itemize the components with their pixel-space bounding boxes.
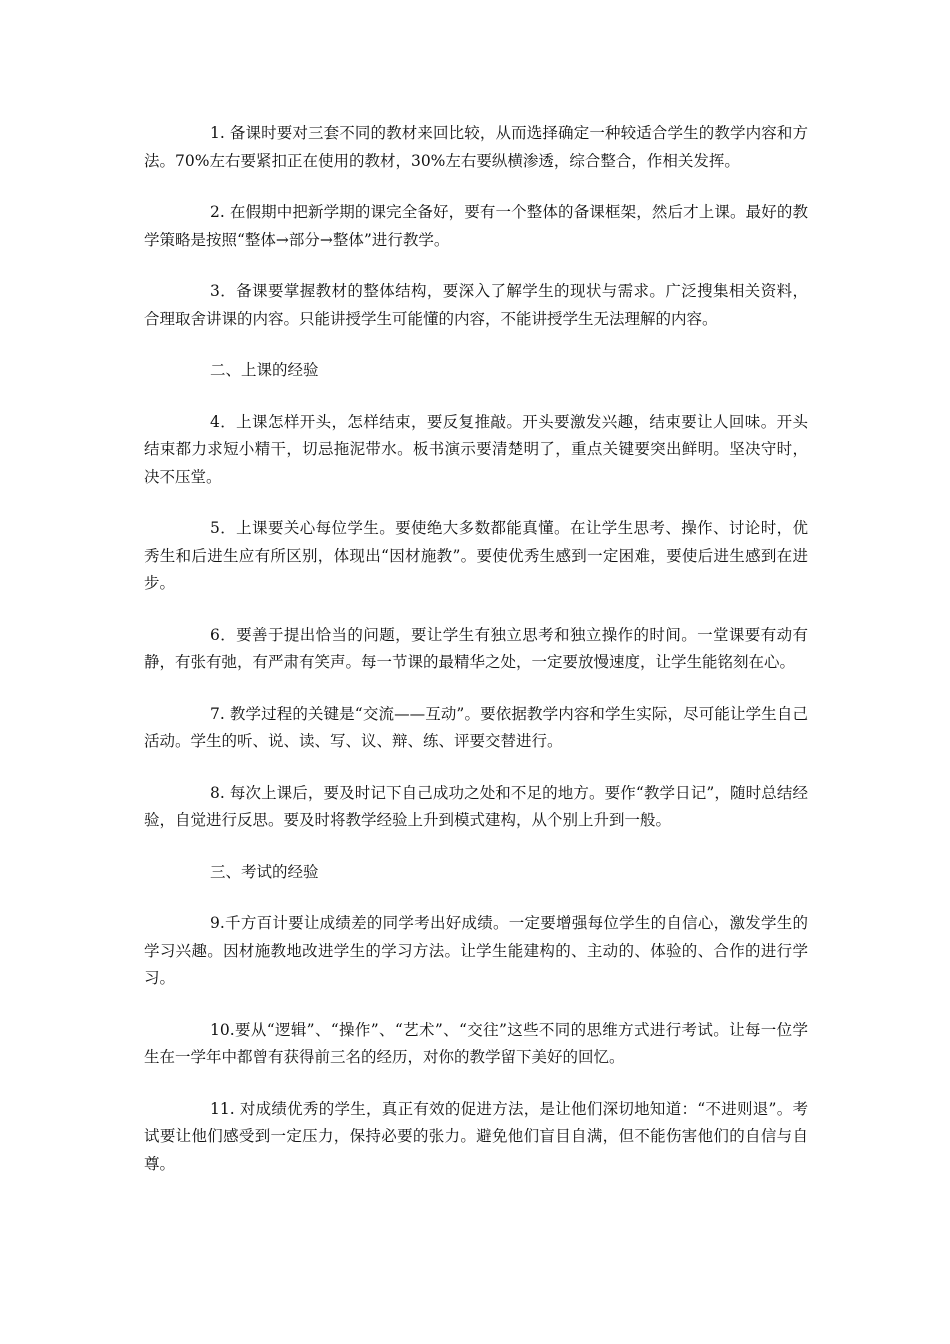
section-heading-exam: 三、考试的经验 <box>210 862 319 881</box>
paragraph-2: 2. 在假期中把新学期的课完全备好，要有一个整体的备课框架，然后才上课。最好的教学策略是按照“整体→部分→整体”进行教学。 <box>144 203 808 249</box>
section-heading-lesson: 二、上课的经验 <box>210 361 319 379</box>
paragraph-9: 9.千方百计要让成绩差的同学考出好成绩。一定要增强每位学生的自信心，激发学生的学习兴趣。因材施教地改进学生的学习方法。让学生能建构的、主动的、体验的、合作的进行学习。 <box>144 914 808 987</box>
paragraph-5: 5．上课要关心每位学生。要使绝大多数都能真懂。在让学生思考、操作、讨论时，优秀生和后进生应有所区别，体现出“因材施教”。要使优秀生感到一定困难，要使后进生感到在进步。 <box>144 519 808 592</box>
paragraph-4: 4．上课怎样开头，怎样结束，要反复推敲。开头要激发兴趣，结束要让人回味。开头结束都力求短小精干，切忌拖泥带水。板书演示要清楚明了，重点关键要突出鲜明。坚决守时，决不压堂。 <box>144 412 808 486</box>
paragraph-10: 10.要从“逻辑”、“操作”、“艺术”、“交往”这些不同的思维方式进行考试。让每一位学生在一学年中都曾有获得前三名的经历，对你的教学留下美好的回忆。 <box>144 1020 808 1066</box>
paragraph-7: 7. 教学过程的关键是“交流——互动”。要依据教学内容和学生实际，尽可能让学生自己活动。学生的听、说、读、写、议、辩、练、评要交替进行。 <box>144 704 808 750</box>
paragraph-1: 1. 备课时要对三套不同的教材来回比较，从而选择确定一种较适合学生的教学内容和方法。70%左右要紧扣正在使用的教材，30%左右要纵横渗透，综合整合，作相关发挥。 <box>144 124 808 170</box>
paragraph-8: 8. 每次上课后，要及时记下自己成功之处和不足的地方。要作“教学日记”，随时总结经验，自觉进行反思。要及时将教学经验上升到模式建构，从个别上升到一般。 <box>144 783 808 829</box>
paragraph-3: 3．备课要掌握教材的整体结构，要深入了解学生的现状与需求。广泛搜集相关资料，合理取舍讲课的内容。只能讲授学生可能懂的内容，不能讲授学生无法理解的内容。 <box>144 282 808 328</box>
document-body <box>144 120 808 1202</box>
paragraph-11: 11. 对成绩优秀的学生，真正有效的促进方法，是让他们深切地知道：“不进则退”。考试要让他们感受到一定压力，保持必要的张力。避免他们盲目自满，但不能伤害他们的自信与自尊。 <box>144 1099 808 1173</box>
paragraph-6: 6．要善于提出恰当的问题，要让学生有独立思考和独立操作的时间。一堂课要有动有静，有张有弛，有严肃有笑声。每一节课的最精华之处，一定要放慢速度，让学生能铭刻在心。 <box>144 625 808 671</box>
